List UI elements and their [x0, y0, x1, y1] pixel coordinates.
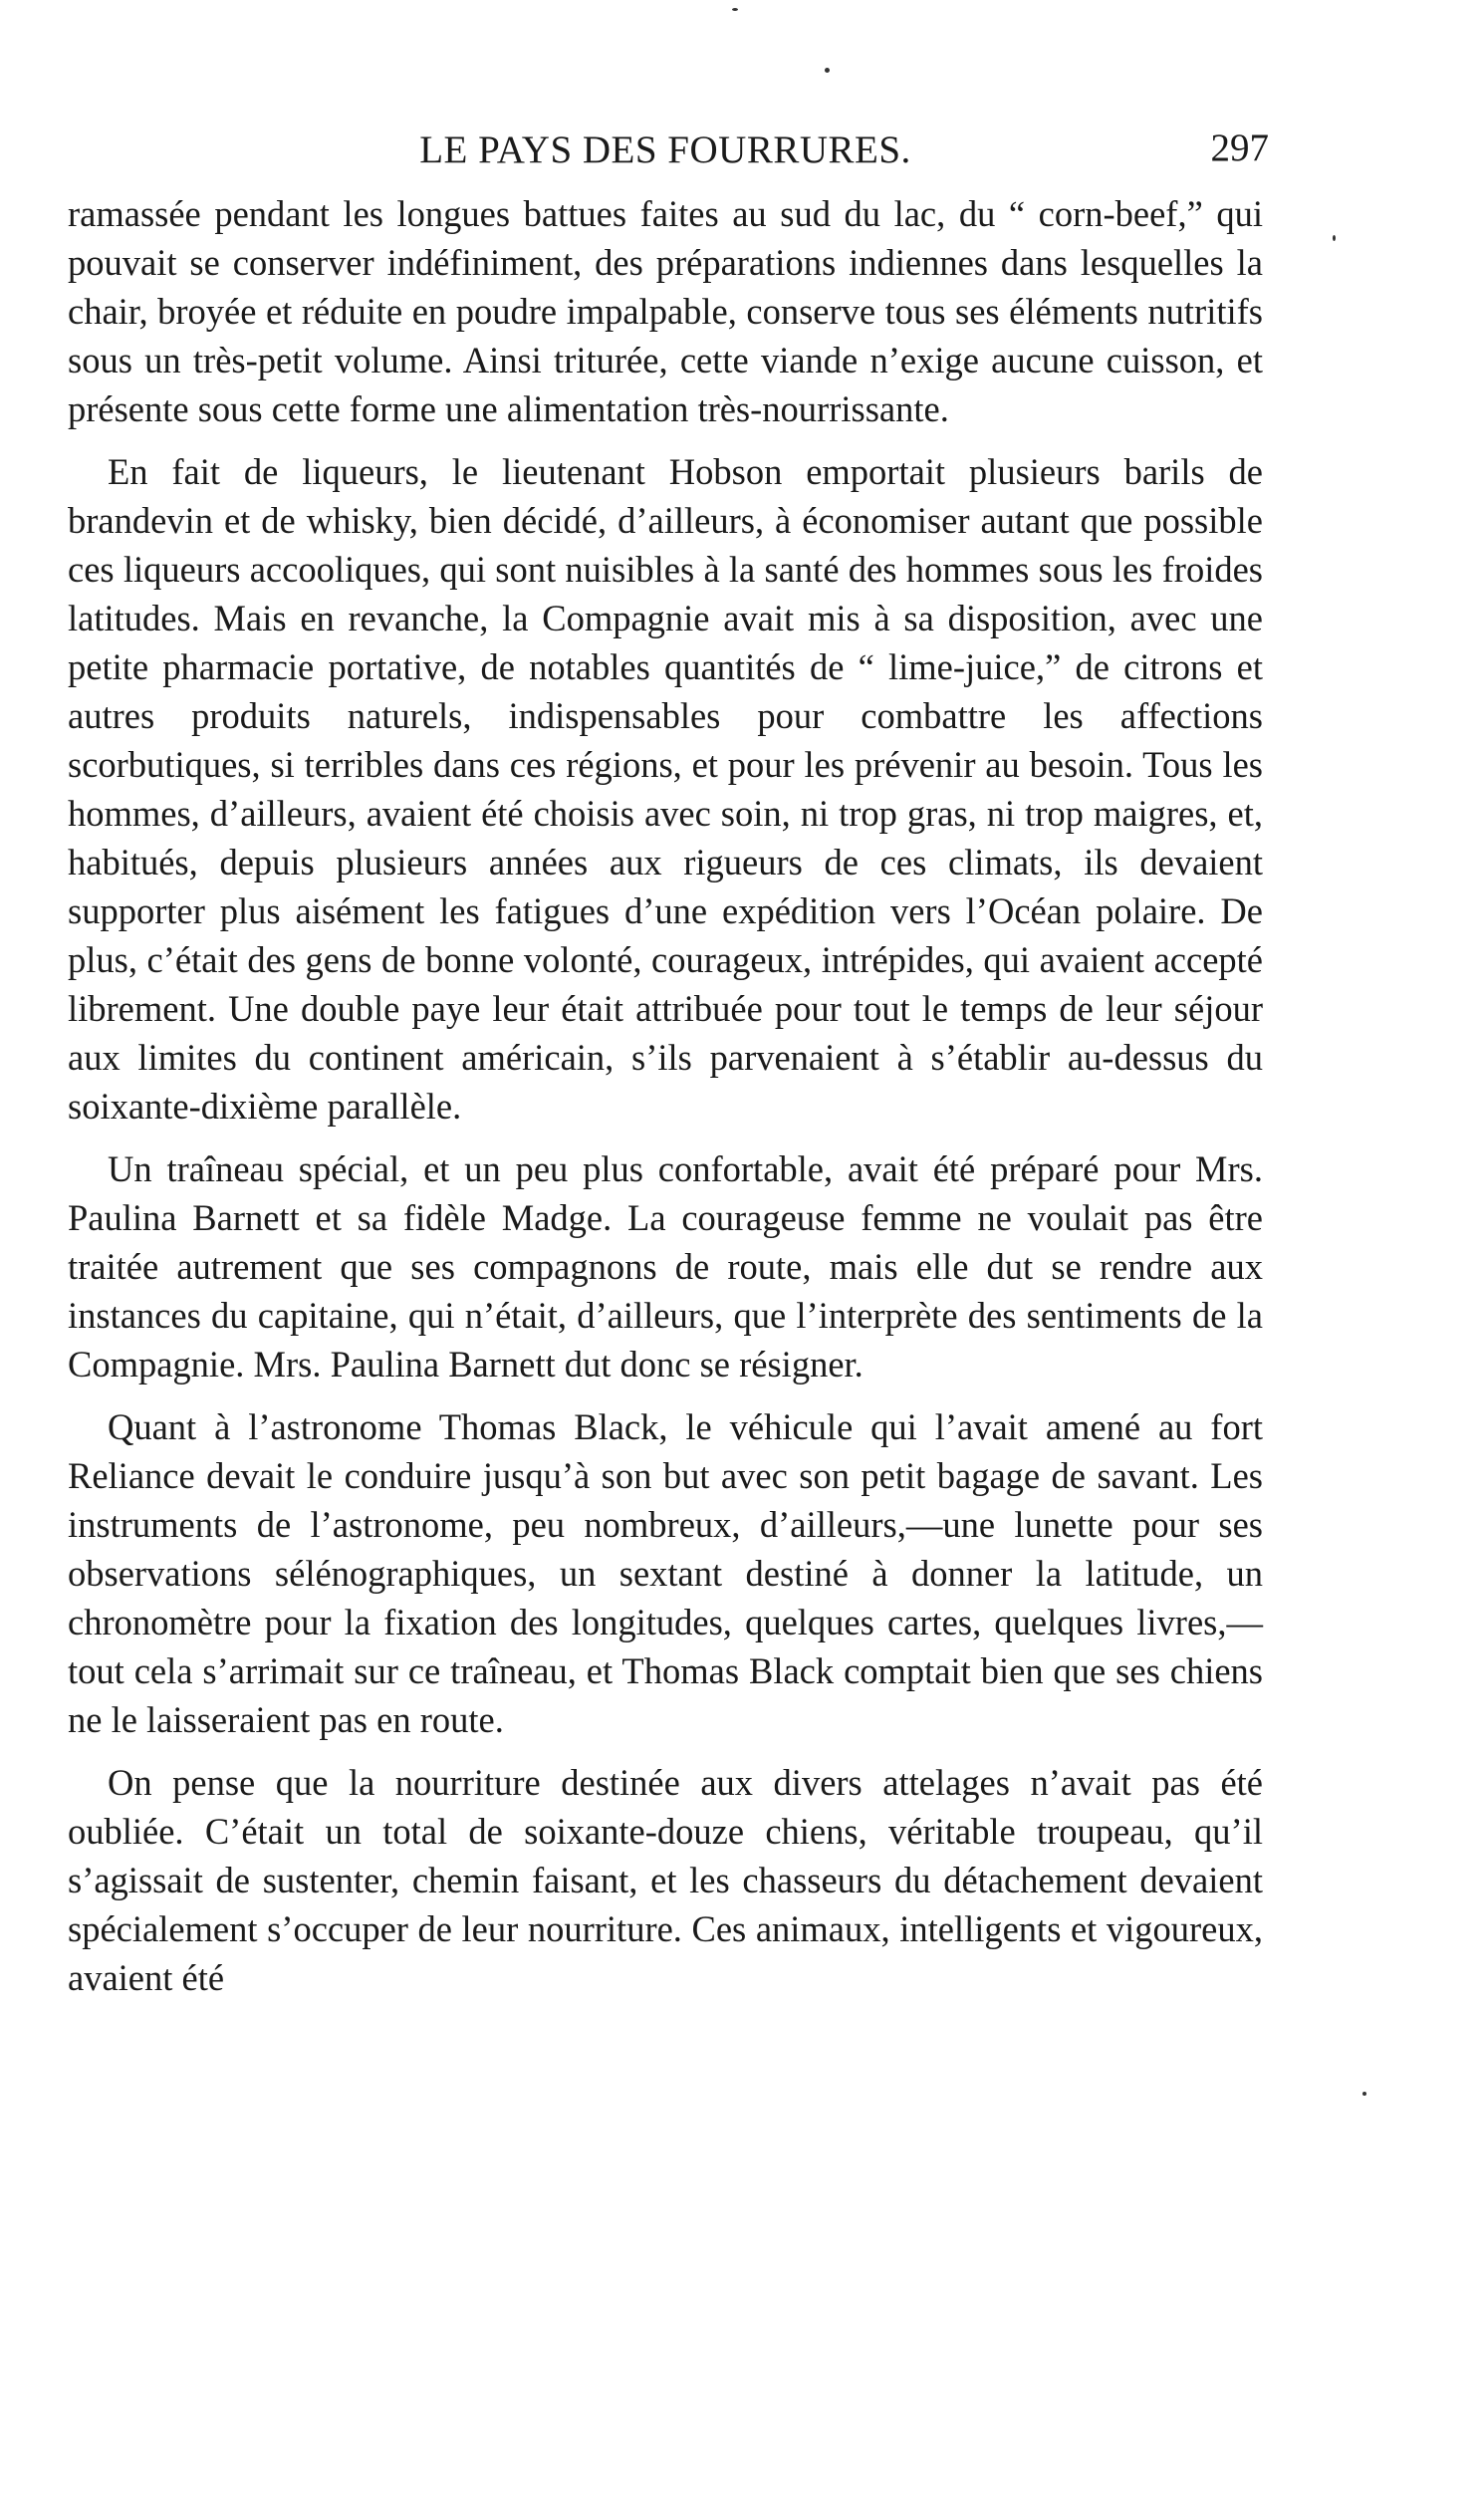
ink-speck	[732, 8, 738, 11]
paragraph: On pense que la nourriture destinée aux divers attelages n’avait pas été oubliée. C’était un total de soixante-douze chiens, véritable troupeau, qu’il s’agissait de sustenter, chemin faisant, et les chasseurs du détachement devaient spécialement s’occuper de leur nourriture. Ces animaux, intelligents et vigoureux, avaient été	[68, 1762, 1263, 1998]
ink-speck	[825, 68, 830, 73]
ink-speck	[1362, 2092, 1366, 2096]
body-text	[68, 189, 1263, 2002]
book-page	[68, 120, 1269, 2016]
paragraph: En fait de liqueurs, le lieutenant Hobson emportait plusieurs barils de brandevin et de whisky, bien décidé, d’ailleurs, à économiser autant que possible ces liqueurs accooliques, qui sont nuisibles à la santé des hommes sous les froides latitudes. Mais en revanche, la Compagnie avait mis à sa disposition, avec une petite pharmacie portative, de notables quantités de “ lime-juice,” de citrons et autres produits naturels, indispensables pour combattre les affections scorbutiques, si terribles dans ces régions, et pour les prévenir au besoin. Tous les hommes, d’ailleurs, avaient été choisis avec soin, ni trop gras, ni trop maigres, et, habitués, depuis plusieurs années aux rigueurs de ces climats, ils devaient supporter plus aisément les fatigues d’une expédition vers l’Océan polaire. De plus, c’était des gens de bonne volonté, courageux, intrépides, qui avaient accepté librement. Une double paye leur était attribuée pour tout le temps de leur séjour aux limites du continent américain, s’ils parvenaient à s’établir au-dessus du soixante-dixième parallèle.	[68, 451, 1263, 1127]
page-number: 297	[1210, 126, 1269, 169]
page-header	[68, 120, 1269, 189]
paragraph: Quant à l’astronome Thomas Black, le véhicule qui l’avait amené au fort Reliance devait le conduire jusqu’à son but avec son petit bagage de savant. Les instruments de l’astronome, peu nombreux, d’ailleurs,—une lunette pour ses observations sélénographiques, un sextant destiné à donner la latitude, un chronomètre pour la fixation des longitudes, quelques cartes, quelques livres,—tout cela s’arrimait sur ce traîneau, et Thomas Black comptait bien que ses chiens ne le laisseraient pas en route.	[68, 1406, 1263, 1740]
paragraph: Un traîneau spécial, et un peu plus confortable, avait été préparé pour Mrs. Paulina Barnett et sa fidèle Madge. La courageuse femme ne voulait pas être traitée autrement que ses compagnons de route, mais elle dut se rendre aux instances du capitaine, qui n’était, d’ailleurs, que l’interprète des sentiments de la Compagnie. Mrs. Paulina Barnett dut donc se résigner.	[68, 1148, 1263, 1385]
running-title: LE PAYS DES FOURRURES.	[419, 128, 911, 171]
paragraph: ramassée pendant les longues battues faites au sud du lac, du “ corn-beef,” qui pouvait se conserver indéfiniment, des préparations indiennes dans lesquelles la chair, broyée et réduite en poudre impalpable, conserve tous ses éléments nutritifs sous un très-petit volume. Ainsi triturée, cette viande n’exige aucune cuisson, et présente sous cette forme une alimentation très-nourrissante.	[68, 193, 1263, 429]
ink-speck	[1333, 235, 1336, 241]
